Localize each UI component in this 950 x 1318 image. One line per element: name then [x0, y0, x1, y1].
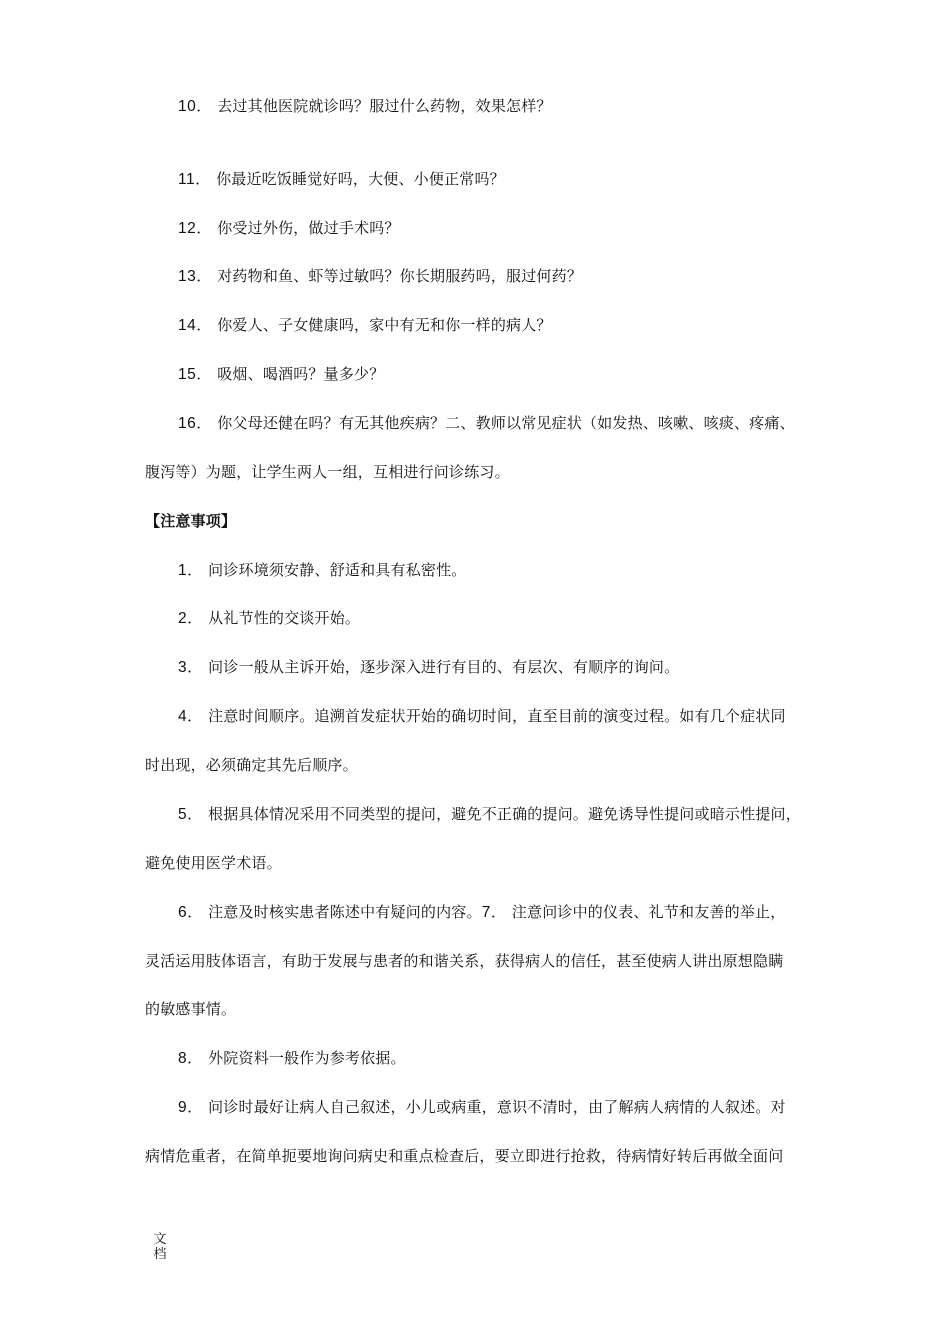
note-7-text: 注意问诊中的仪表、礼节和友善的举止，	[511, 903, 786, 921]
question-10	[178, 96, 552, 117]
question-text: 去过其他医院就诊吗？服过什么药物，效果怎样？	[217, 97, 552, 115]
question-text: 你最近吃饭睡觉好吗，大便、小便正常吗？	[216, 170, 505, 188]
footer-char-1: 文	[153, 1232, 167, 1247]
note-6	[178, 902, 785, 923]
note-5	[178, 804, 801, 825]
question-12	[178, 218, 400, 239]
question-number: 14．	[178, 317, 213, 334]
note-5-continuation: 避免使用医学术语。	[145, 854, 282, 872]
note-8	[178, 1048, 406, 1069]
note-text: 问诊时最好让病人自己叙述，小儿或病重，意识不清时，由了解病人病情的人叙述。对	[208, 1098, 786, 1116]
note-text: 从礼节性的交谈开始。	[208, 609, 361, 627]
section-title: 【注意事项】	[145, 512, 237, 530]
question-number: 16．	[178, 415, 213, 432]
question-text: 对药物和鱼、虾等过敏吗？你长期服药吗，服过何药？	[217, 267, 583, 285]
question-16	[178, 413, 795, 434]
note-number: 6．	[178, 904, 204, 921]
note-1	[178, 560, 467, 581]
question-11	[178, 169, 505, 190]
question-16-continuation: 腹泻等）为题，让学生两人一组，互相进行问诊练习。	[145, 463, 510, 481]
question-number: 12．	[178, 220, 213, 237]
note-number: 8．	[178, 1050, 204, 1067]
question-14	[178, 315, 552, 336]
note-number: 3．	[178, 659, 204, 676]
note-number-7: 7．	[481, 904, 507, 921]
note-4-continuation: 时出现，必须确定其先后顺序。	[145, 756, 358, 774]
note-4	[178, 706, 786, 727]
question-text: 你爱人、子女健康吗，家中有无和你一样的病人？	[217, 316, 552, 334]
question-number: 13．	[178, 268, 213, 285]
note-text: 注意时间顺序。追溯首发症状开始的确切时间，直至目前的演变过程。如有几个症状同	[208, 707, 786, 725]
question-text: 吸烟、喝酒吗？量多少？	[217, 365, 385, 383]
note-number: 9．	[178, 1099, 204, 1116]
note-text: 根据具体情况采用不同类型的提问，避免不正确的提问。避免诱导性提问或暗示性提问，	[208, 805, 801, 823]
question-13	[178, 266, 582, 287]
note-text: 问诊环境须安静、舒适和具有私密性。	[208, 561, 467, 579]
note-text: 外院资料一般作为参考依据。	[208, 1049, 406, 1067]
question-15	[178, 364, 384, 385]
note-9-continuation: 病情危重者，在简单扼要地询问病史和重点检查后，要立即进行抢救，待病情好转后再做全面问	[145, 1147, 784, 1165]
note-6-continuation: 灵活运用肢体语言，有助于发展与患者的和谐关系，获得病人的信任，甚至使病人讲出原想隐瞒	[145, 952, 784, 970]
footer-char-2: 档	[153, 1247, 167, 1262]
note-2	[178, 608, 360, 629]
note-9	[178, 1097, 786, 1118]
note-number: 4．	[178, 708, 204, 725]
note-text: 注意及时核实患者陈述中有疑问的内容。	[208, 903, 482, 921]
note-number: 1．	[178, 562, 204, 579]
question-text: 你受过外伤，做过手术吗？	[217, 219, 400, 237]
question-text: 你父母还健在吗？有无其他疾病？二、教师以常见症状（如发热、咳嗽、咳痰、疼痛、	[217, 414, 795, 432]
question-number: 10．	[178, 98, 213, 115]
page-footer	[152, 1232, 168, 1262]
note-6-continuation-2: 的敏感事情。	[145, 1000, 237, 1018]
note-text: 问诊一般从主诉开始，逐步深入进行有目的、有层次、有顺序的询问。	[208, 658, 680, 676]
note-3	[178, 657, 679, 678]
question-number: 15．	[178, 366, 213, 383]
note-number: 5．	[178, 806, 204, 823]
note-number: 2．	[178, 610, 204, 627]
question-number: 11．	[178, 171, 212, 188]
